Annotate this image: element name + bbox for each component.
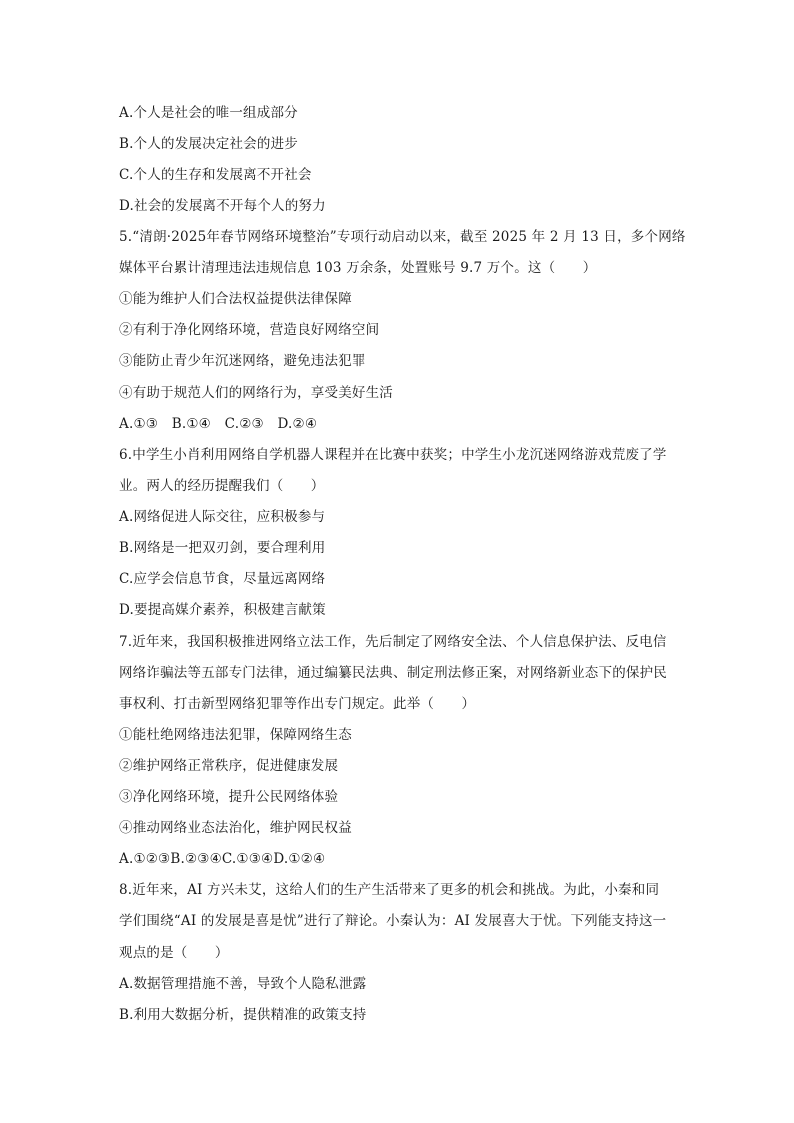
statement-line: ①能为维护人们合法权益提供法律保障 xyxy=(119,291,352,307)
option-line: C.个人的生存和发展离不开社会 xyxy=(119,167,312,183)
question-8-stem: 观点的是（ ） xyxy=(119,945,229,961)
statement-line: ②有利于净化网络环境，营造良好网络空间 xyxy=(119,322,380,338)
question-7-stem: 事权利、打击新型网络犯罪等作出专门规定。此举（ ） xyxy=(119,696,476,712)
question-7-stem: 7.近年来，我国积极推进网络立法工作，先后制定了网络安全法、个人信息保护法、反电信 xyxy=(119,634,667,650)
statement-line: ③净化网络环境，提升公民网络体验 xyxy=(119,789,339,805)
question-8-stem: 8.近年来，AI 方兴未艾，这给人们的生产生活带来了更多的机会和挑战。为此，小秦和同 xyxy=(119,882,660,898)
question-6-stem: 业。两人的经历提醒我们（ ） xyxy=(119,478,325,494)
option-line: C.应学会信息节食，尽量远离网络 xyxy=(119,571,326,587)
answer-options: A.①②③B.②③④C.①③④D.①②④ xyxy=(119,851,326,867)
question-8-stem: 学们围绕“AI 的发展是喜是忧”进行了辩论。小秦认为：AI 发展喜大于忧。下列能支持这一 xyxy=(119,913,667,929)
statement-line: ①能杜绝网络违法犯罪，保障网络生态 xyxy=(119,727,352,743)
statement-line: ④有助于规范人们的网络行为，享受美好生活 xyxy=(119,385,393,401)
question-5-stem: 媒体平台累计清理违法违规信息 103 万余条，处置账号 9.7 万个。这（ ） xyxy=(119,260,597,276)
option-line: B.个人的发展决定社会的进步 xyxy=(119,136,299,152)
option-line: A.个人是社会的唯一组成部分 xyxy=(119,105,298,121)
option-line: A.网络促进人际交往，应积极参与 xyxy=(119,509,326,525)
option-line: A.数据管理措施不善，导致个人隐私泄露 xyxy=(119,976,367,992)
option-line: D.要提高媒介素养，积极建言献策 xyxy=(119,602,326,618)
statement-line: ④推动网络业态法治化，维护网民权益 xyxy=(119,820,352,836)
statement-line: ③能防止青少年沉迷网络，避免违法犯罪 xyxy=(119,353,366,369)
statement-line: ②维护网络正常秩序，促进健康发展 xyxy=(119,758,339,774)
question-7-stem: 网络诈骗法等五部专门法律，通过编纂民法典、制定刑法修正案，对网络新业态下的保护民 xyxy=(119,665,667,681)
option-line: B.利用大数据分析，提供精准的政策支持 xyxy=(119,1007,367,1023)
answer-options: A.①③ B.①④ C.②③ D.②④ xyxy=(119,416,318,432)
option-line: B.网络是一把双刃剑，要合理利用 xyxy=(119,540,326,556)
question-5-stem: 5.“清朗·2025年春节网络环境整治”专项行动启动以来，截至 2025 年 2 月 13 日，多个网络 xyxy=(119,229,686,245)
option-line: D.社会的发展离不开每个人的努力 xyxy=(119,198,326,214)
question-6-stem: 6.中学生小肖利用网络自学机器人课程并在比赛中获奖；中学生小龙沉迷网络游戏荒废了学 xyxy=(119,447,667,463)
